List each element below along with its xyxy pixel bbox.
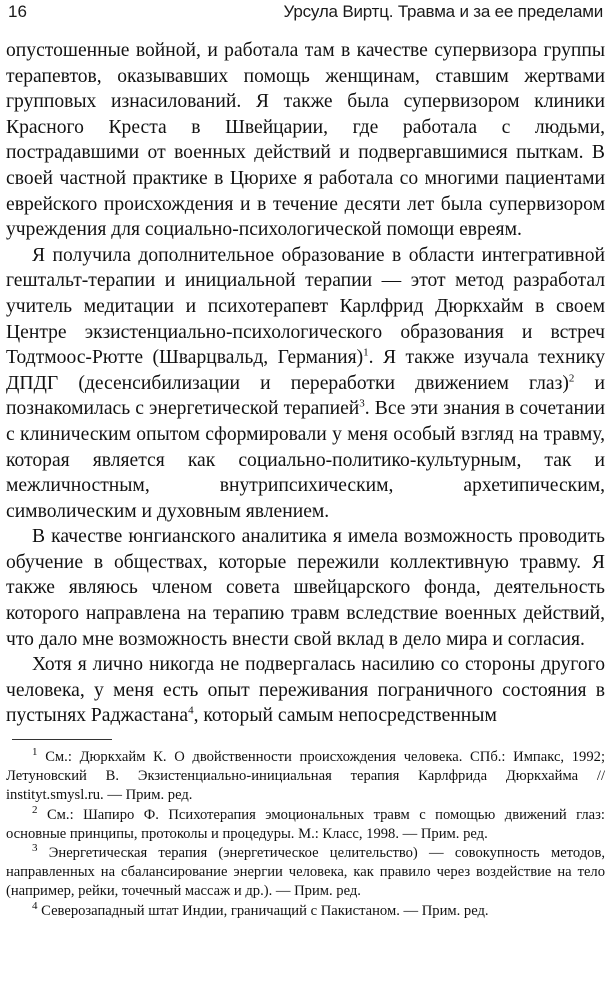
paragraph-4-part-1: Хотя я лично никогда не подвергалась насилию со стороны другого человека, у меня есть опыт переживания пограничного состояния в пустынях Раджастана [6,654,605,727]
main-text [6,38,605,729]
running-header [6,0,605,32]
paragraph-2-part-2: . Я также изучала технику ДПДГ (десенсибилизации и переработки движением глаз) [6,347,605,394]
page-number: 16 [8,2,27,21]
footnote-2 [6,803,605,844]
footnote-ref-4[interactable]: 4 [188,704,194,717]
paragraph-2-part-1: Я получила дополнительное образование в области интегративной гештальт-терапии и инициальной терапии — этот метод разработал учитель медитации и психотерапевт Карлфрид Дюркхайм в своем Центре экзистенциально-психологического образования и встреч Тодтмоос-Рютте (Шварцвальд, Германия) [6,244,605,369]
footnote-ref-3[interactable]: 3 [359,397,365,410]
footnotes [6,748,605,921]
footnote-number: 1 [32,746,38,759]
running-title: Урсула Виртц. Травма и за ее пределами [283,2,603,21]
footnote-text: См.: Шапиро Ф. Психотерапия эмоциональных травм с помощью движений глаз: основные принципы, протоколы и процедуры. М.: Класс, 1998. — Прим. ред. [6,806,605,842]
footnote-divider [12,739,112,740]
paragraph-2-part-3: и познакомилась с энергетической терапией [6,372,605,420]
footnote-text: См.: Дюркхайм К. О двойственности происхождения человека. СПб.: Импакс, 1992; Летуновский В. Экзистенциально-инициальная терапия Карлфрида Дюркхайма // instityt.smysl.ru. — Прим. ред. [6,749,605,804]
paragraph-2-part-4: . Все эти знания в сочетании с клиническим опытом сформировали у меня особый взгляд на травму, которая является как социально-политико-культурным, так и межличностным, внутрипсихическим, архетипическим, символическим и духовным явлением. [6,398,606,522]
footnote-number: 4 [32,899,38,912]
footnote-ref-2[interactable]: 2 [568,372,575,385]
paragraph-3: В качестве юнгианского аналитика я имела возможность проводить обучение в обществах, которые пережили коллективную травму. Я также являюсь членом совета швейцарского фонда, деятельность которого направлена на терапию травм вследствие военных действий, что дало мне возможность внести свой вклад в дело мира и согласия. [6,526,605,650]
paragraph-2 [6,243,605,525]
footnote-1 [6,748,605,806]
footnote-3 [6,844,605,902]
footnote-text: Северозападный штат Индии, граничащий с Пакистаном. — Прим. ред. [41,902,489,919]
footnote-number: 2 [32,803,38,816]
footnote-ref-1[interactable]: 1 [363,346,369,359]
paragraph-4-part-2: , который самым непосредственным [193,705,497,727]
footnote-text: Энергетическая терапия (энергетическое целительство) — совокупность методов, направленных на сбалансирование энергии человека, как правило через воздействие на тело (например, рейки, точечный массаж и др.). — Прим. ред. [6,845,605,900]
paragraph-4 [6,652,605,729]
footnote-4 [6,899,605,921]
footnote-number: 3 [32,842,38,855]
paragraph-1: опустошенные войной, и работала там в качестве супервизора группы терапевтов, оказывавших помощь женщинам, ставшим жертвами групповых изнасилований. Я также была супервизором клиники Красного Креста в Швейцарии, где работала с людьми, пострадавшими от военных действий и подвергавшимися пыткам. В своей частной практике в Цюрихе я работала со многими пациентами еврейского происхождения и в течение десяти лет была супервизором учреждения для социально-психологической помощи евреям. [6,40,605,241]
